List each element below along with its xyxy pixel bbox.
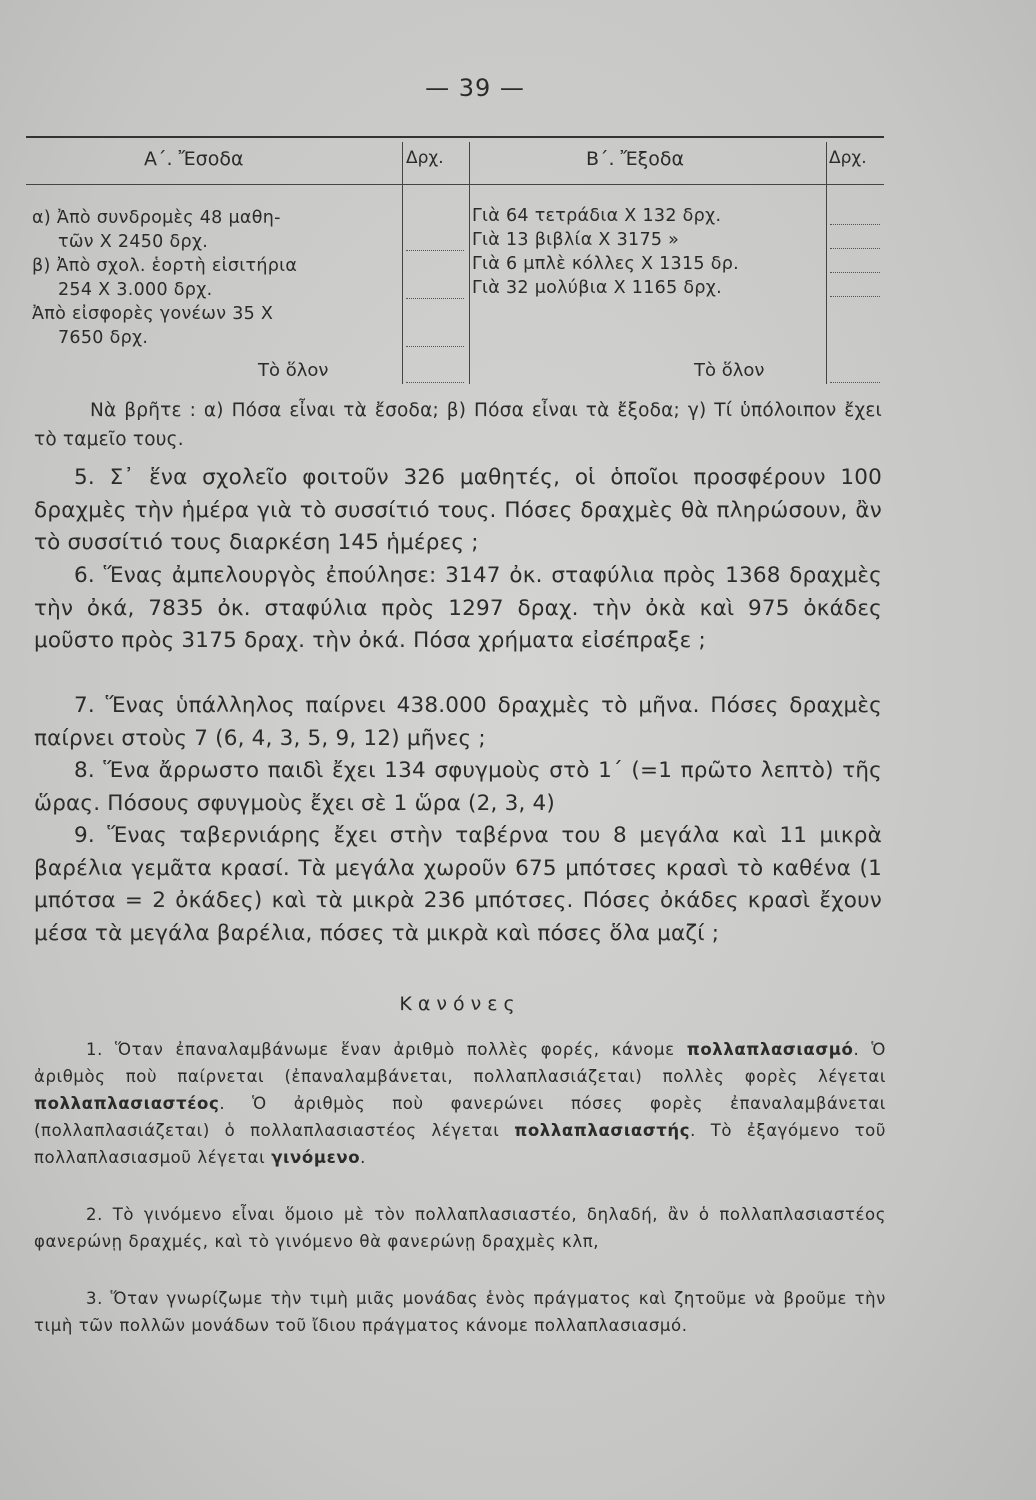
amount-blank <box>830 224 880 225</box>
rule-1-text: . Ὁ ἀριθμὸς ποὺ φανερώνει πόσες φορὲς ἐπαναλαμβάνεται (πολλαπλασιάζεται) ὁ πολλαπλασιαστέος λέγεται <box>34 1094 886 1140</box>
amount-blank <box>406 346 464 347</box>
rule-1-text: . Τὸ ἐξαγόμενο τοῦ πολλαπλασιασμοῦ λέγεται <box>34 1121 886 1167</box>
rule-2: 2. Τὸ γινόμενο εἶναι ὅμοιο μὲ τὸν πολλαπλασιαστέο, δηλαδή, ἂν ὁ πολλαπλασιαστέος φανερώνῃ δραχμές, καὶ τὸ γινόμενο θὰ φανερώνῃ δραχμὲς κλπ, <box>34 1205 886 1251</box>
expense-unit-header: Δρχ. <box>829 148 867 168</box>
column-divider <box>826 142 827 384</box>
rule-3: 3. Ὅταν γνωρίζωμε τὴν τιμὴ μιᾶς μονάδας ἑνὸς πράγματος καὶ ζητοῦμε νὰ βροῦμε τὴν τιμὴ τῶν πολλῶν μονάδων τοῦ ἴδιου πράγματος κάνομε πολλαπλασιασμό. <box>34 1289 886 1335</box>
problem-6: 6. Ἕνας ἀμπελουργὸς ἐπούλησε: 3147 ὀκ. σταφύλια πρὸς 1368 δραχμὲς τὴν ὀκά, 7835 ὀκ. σταφύλια πρὸς 1297 δραχ. τὴν ὀκὰ καὶ 975 ὀκάδες μοῦστο πρὸς 3175 δραχ. τὴν ὀκά. Πόσα χρήματα εἰσέπραξε ; <box>34 563 882 653</box>
income-unit-header: Δρχ. <box>406 148 444 168</box>
expense-line: Γιὰ 32 μολύβια X 1165 δρχ. <box>472 278 723 298</box>
problem-9: 9. Ἕνας ταβερνιάρης ἔχει στὴν ταβέρνα του 8 μεγάλα καὶ 11 μικρὰ βαρέλια γεμᾶτα κρασί. Τὰ μεγάλα χωροῦν 675 μπότσες κρασὶ τὸ καθένα (1 μπότσα = 2 ὀκάδες) καὶ τὰ μικρὰ 236 μπότσες. Πόσες ὀκάδες κρασὶ ἔχουν μέσα τὰ μεγάλα βαρέλια, πόσες τὰ μικρὰ καὶ πόσες ὅλα μαζί ; <box>34 823 882 946</box>
rules-heading: Κανόνες <box>399 993 521 1015</box>
problem-5: 5. Σ᾽ ἕνα σχολεῖο φοιτοῦν 326 μαθητές, οἱ ὁποῖοι προσφέρουν 100 δραχμὲς τὴν ἡμέρα γιὰ τὸ συσσίτιό τους. Πόσες δραχμὲς θὰ πληρώσουν, ἂν τὸ συσσίτιό τους διαρκέση 145 ἡμέρες ; <box>34 465 882 555</box>
term-multiplication: πολλαπλασιασμό <box>686 1040 854 1059</box>
rule-1-text: 1. Ὅταν ἐπαναλαμβάνωμε ἕναν ἀριθμὸ πολλὲς φορές, κάνομε <box>86 1040 687 1059</box>
income-total-label: Τὸ ὅλον <box>258 360 329 381</box>
income-line: Ἀπὸ εἰσφορὲς γονέων 35 X <box>32 304 274 324</box>
amount-blank <box>830 248 880 249</box>
term-multiplicand: πολλαπλασιαστέος <box>34 1094 220 1113</box>
term-product: γινόμενο <box>271 1148 361 1167</box>
column-divider <box>402 142 403 384</box>
column-divider <box>469 142 470 384</box>
amount-blank <box>406 250 464 251</box>
expense-total-label: Τὸ ὅλον <box>694 360 765 381</box>
amount-blank <box>830 296 880 297</box>
rule-1-text: . Ὁ ἀριθμὸς ποὺ παίρνεται (ἐπαναλαμβάνεται, πολλαπλασιάζεται) πολλὲς φορὲς λέγεται <box>34 1040 886 1086</box>
amount-blank <box>406 298 464 299</box>
page-number: — 39 — <box>425 74 525 102</box>
table-top-rule <box>26 136 884 138</box>
amount-blank <box>406 382 464 383</box>
table-header-rule <box>26 184 884 185</box>
expense-header: Β΄. Ἔξοδα <box>586 148 685 170</box>
income-line: β) Ἀπὸ σχολ. ἑορτὴ εἰσιτήρια <box>32 256 298 276</box>
problem-7: 7. Ἕνας ὑπάλληλος παίρνει 438.000 δραχμὲς τὸ μῆνα. Πόσες δραχμὲς παίρνει στοὺς 7 (6, 4, 3, 5, 9, 12) μῆνες ; <box>34 693 882 751</box>
problem-8: 8. Ἕνα ἄρρωστο παιδὶ ἔχει 134 σφυγμοὺς στὸ 1΄ (=1 πρῶτο λεπτὸ) τῆς ὥρας. Πόσους σφυγμοὺς ἔχει σὲ 1 ὥρα (2, 3, 4) <box>34 758 882 816</box>
income-line: α) Ἀπὸ συνδρομὲς 48 μαθη- <box>32 208 281 228</box>
amount-blank <box>830 382 880 383</box>
expense-line: Γιὰ 6 μπλὲ κόλλες X 1315 δρ. <box>472 254 739 274</box>
income-line: 254 X 3.000 δρχ. <box>58 280 213 300</box>
amount-blank <box>830 272 880 273</box>
income-line: 7650 δρχ. <box>58 328 149 348</box>
expense-line: Γιὰ 64 τετράδια X 132 δρχ. <box>472 206 722 226</box>
term-multiplier: πολλαπλασιαστής <box>514 1121 691 1140</box>
income-header: Α΄. Ἔσοδα <box>144 148 244 170</box>
ledger-table <box>26 132 884 384</box>
income-line: τῶν X 2450 δρχ. <box>58 232 209 252</box>
ledger-question: Νὰ βρῆτε : α) Πόσα εἶναι τὰ ἔσοδα; β) Πόσα εἶναι τὰ ἔξοδα; γ) Τί ὑπόλοιπον ἔχει τὸ ταμεῖο τους. <box>34 400 882 450</box>
rule-1-text: . <box>360 1148 366 1167</box>
rule-1 <box>34 1036 886 1171</box>
expense-line: Γιὰ 13 βιβλία X 3175 » <box>472 230 680 250</box>
